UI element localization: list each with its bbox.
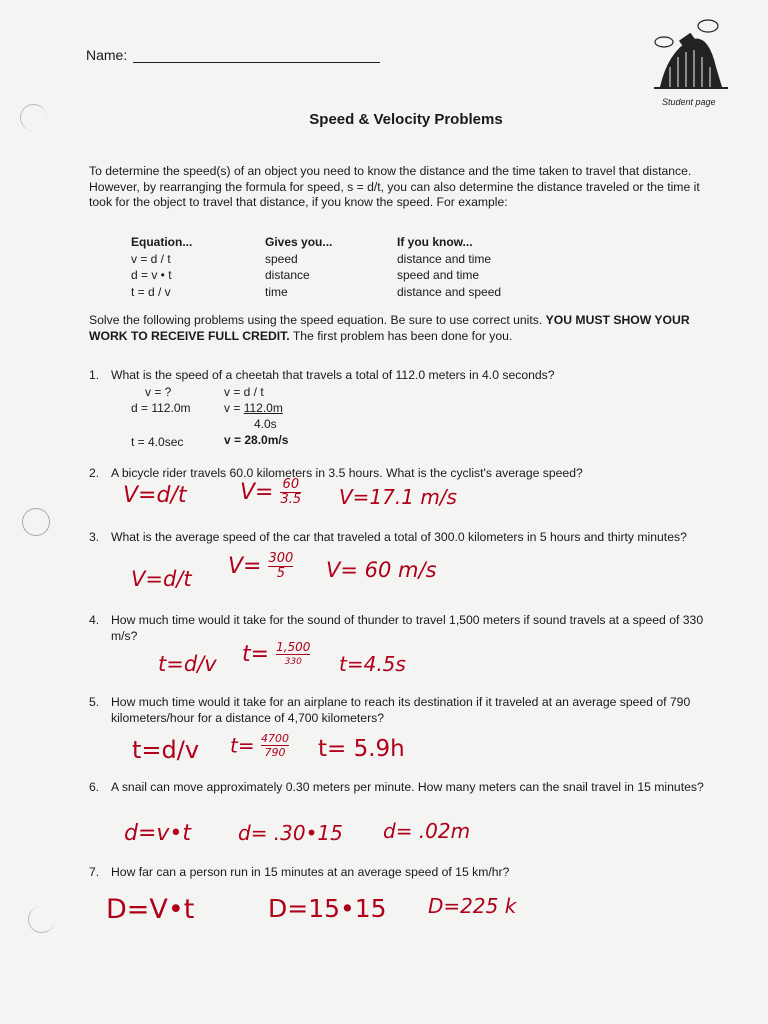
name-line[interactable] [133,62,380,63]
question-number: 2. [89,466,100,480]
student-page-label: Student page [662,97,716,107]
example-substitution [224,400,288,416]
instructions [89,313,719,344]
gives-row: time [265,284,288,299]
question-text: How much time would it take for an airplane to reach its destination if it traveled at an average speed of 790 kilometers/hour for a distance of 4,700 kilometers? [111,695,691,725]
answer-2-result: V=17.1 m/s [339,485,457,509]
fraction-denominator: 330 [284,657,302,667]
example-work-left [131,384,190,450]
question-text: What is the average speed of the car that traveled a total of 300.0 kilometers in 5 hours and thirty minutes? [111,530,687,544]
know-row: speed and time [397,268,480,282]
question-number: 1. [89,368,100,382]
answer-7-substitution: D=15•15 [268,894,387,923]
intro-paragraph: To determine the speed(s) of an object you need to know the distance and the time taken to travel that distance. However, by rearranging the formula for speed, s = d/t, you can also determine the distance traveled or the time it took for the object to travel that distance, if you know the speed. For example: [89,164,700,209]
fraction [280,478,301,507]
know-column [397,234,501,300]
know-row: distance and speed [397,284,502,299]
fraction-denominator: 5 [276,566,286,581]
answer-6-substitution: d= .30•15 [238,821,343,845]
fraction-denominator: 3.5 [280,492,302,507]
question-text: How far can a person run in 15 minutes at an average speed of 15 km/hr? [111,865,510,879]
answer-4-formula: t=d/v [158,652,217,676]
answer-4-result: t=4.5s [339,652,406,676]
answer-7-result: D=225 k [428,894,517,918]
question-5 [89,694,731,726]
equation-row: d = v • t [131,268,172,282]
question-number: 6. [89,780,100,794]
question-text: How much time would it take for the sound of thunder to travel 1,500 meters if sound travels at a speed of 330 m/s? [111,613,704,643]
answer-4-substitution [242,640,310,669]
question-number: 7. [89,865,100,879]
equation-column [131,234,192,300]
fraction-numerator: 60 [280,478,301,493]
question-number: 5. [89,695,100,709]
substitution-denominator: 4.0s [254,417,277,431]
substitution-numerator: 112.0m [243,401,283,415]
answer-5-substitution [230,732,289,759]
instructions-bold: YOU MUST SHOW YOUR WORK TO RECEIVE FULL CREDIT. [89,313,690,343]
v-unknown: v = ? [145,385,172,399]
know-row: distance and time [397,251,492,266]
gives-row: speed [265,251,298,266]
fraction-prefix: V= [240,480,274,505]
know-header: If you know... [397,235,473,249]
equation-header: Equation... [131,235,193,249]
equation-row: v = d / t [131,251,171,266]
fraction [261,732,289,759]
question-3 [89,529,711,545]
example-answer: v = 28.0m/s [224,433,289,447]
question-text: A bicycle rider travels 60.0 kilometers in 3.5 hours. What is the cyclist's average speed? [111,466,583,480]
answer-5-result: t= 5.9h [318,736,405,762]
gives-row: distance [265,268,310,282]
instructions-tail: The first problem has been done for you. [292,328,513,343]
answer-3-substitution [228,552,293,581]
page-title: Speed & Velocity Problems [309,111,503,128]
example-formula: v = d / t [224,385,264,399]
fraction-prefix: t= [242,642,270,667]
t-given: t = 4.0sec [131,435,184,449]
question-6 [89,779,721,795]
question-text: A snail can move approximately 0.30 meters per minute. How many meters can the snail travel in 15 minutes? [111,780,704,794]
gives-column [265,234,332,300]
question-1 [89,367,711,383]
fraction [268,552,293,581]
question-text: What is the speed of a cheetah that travels a total of 112.0 meters in 4.0 seconds? [111,368,555,382]
answer-3-formula: V=d/t [131,567,192,591]
substitution-prefix: v = [224,401,244,415]
d-given: d = 112.0m [131,401,191,415]
fraction-numerator: 4700 [260,732,289,745]
answer-6-formula: d=v•t [124,821,192,846]
fraction-prefix: V= [228,554,262,579]
question-number: 4. [89,613,100,627]
answer-2-formula: V=d/t [123,483,187,508]
hole-punch-bottom [28,906,55,933]
gives-header: Gives you... [265,235,333,249]
name-label: Name: [86,47,128,63]
question-7 [89,864,711,880]
example-work-right [224,384,288,448]
fraction-numerator: 1,500 [276,640,311,654]
question-2 [89,465,721,481]
answer-3-result: V= 60 m/s [326,558,437,582]
question-number: 3. [89,530,100,544]
equation-row: t = d / v [131,284,171,299]
fraction-prefix: t= [230,733,255,758]
instructions-text: Solve the following problems using the speed equation. Be sure to use correct units. [89,313,543,327]
fraction [276,640,310,669]
fraction-numerator: 300 [268,551,294,566]
answer-2-substitution [240,478,301,507]
question-4 [89,612,731,644]
fraction-denominator: 790 [264,746,286,759]
hole-punch-middle [22,508,50,536]
answer-7-formula: D=V•t [106,894,195,925]
answer-5-formula: t=d/v [132,736,200,764]
answer-6-result: d= .02m [383,819,471,843]
roller-coaster-logo [650,12,730,94]
